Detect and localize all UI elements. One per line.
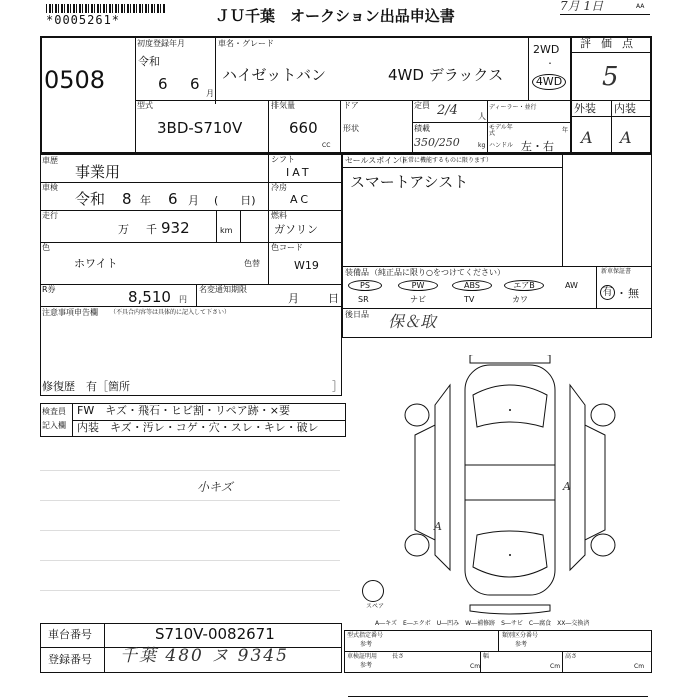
capacity-unit: 人 — [478, 112, 486, 121]
legend-fw: FW キズ・飛石・ヒビ割・リペア跡・×要 — [77, 404, 290, 417]
aircon-label: 冷房 — [271, 183, 287, 192]
fuel-label: 燃料 — [271, 211, 287, 220]
first-reg-label: 初度登録年月 — [137, 39, 185, 48]
inspection-year-unit: 年 — [140, 194, 151, 207]
length-unit: Cm — [470, 663, 481, 670]
rating-label: 評価点 — [580, 37, 643, 50]
deadline-label: 名変通知期限 — [199, 285, 247, 294]
reg-month-unit: 月 — [206, 89, 214, 98]
displacement-value: 660 — [289, 119, 318, 137]
equipment-label: 装備品 — [345, 268, 369, 277]
chassis-label: 車台番号 — [48, 628, 92, 641]
sales-point-label: セールスポイント — [345, 156, 409, 165]
sales-point-note: （正常に機能するものに限ります） — [396, 157, 493, 164]
plate-label: 登録番号 — [48, 653, 92, 666]
shape-label: 形状 — [343, 124, 359, 133]
displacement-label: 排気量 — [271, 101, 295, 110]
warranty-no: 無 — [628, 287, 639, 300]
cc-unit: CC — [322, 142, 331, 149]
barcode-serial: *0005261* — [46, 13, 121, 27]
deadline-month: 月 — [288, 292, 299, 305]
inspection-month: 6 — [168, 190, 178, 208]
class-ref: 参考 — [515, 641, 528, 648]
equip-navi: ナビ — [410, 295, 426, 304]
interior-label: 内装 — [614, 102, 636, 115]
exterior-score: A — [581, 128, 593, 147]
inspection-label: 車検 — [42, 183, 58, 192]
height-unit: Cm — [634, 663, 645, 670]
model-year-label: モデル年式 — [489, 124, 513, 137]
plate-number: 千葉 480 ヌ 9345 — [120, 646, 289, 666]
top-section-frame — [40, 36, 652, 154]
recycle-unit: 円 — [179, 295, 187, 304]
class-label: 類別区分番号 — [502, 632, 539, 639]
equip-abs: ABS — [452, 280, 492, 291]
form-title: ＪＵ千葉 オークション出品申込書 — [215, 7, 455, 25]
repair-close: ］ — [332, 380, 343, 393]
color-code-label: 色コード — [271, 243, 303, 252]
notes-label: 注意事項申告欄 — [42, 308, 98, 317]
damage-mark-rear: A — [563, 480, 571, 493]
sales-point-value: スマートアシスト — [350, 173, 469, 191]
inspection-month-unit: 月 — [188, 194, 199, 207]
damage-mark-front: A — [434, 520, 442, 533]
height-label: 高さ — [565, 653, 578, 660]
load-value: 350/250 — [414, 136, 460, 149]
history-label: 車歴 — [42, 156, 58, 165]
legend-interior: 内装 キズ・汚レ・コゲ・穴・スレ・キレ・破レ — [77, 421, 319, 434]
legend-entry: 記入欄 — [42, 421, 66, 430]
mileage-man: 万 — [118, 223, 129, 236]
date-handwritten: 7月 1日 — [560, 0, 604, 13]
drive-4wd-circled: 4WD — [532, 74, 566, 90]
deadline-day: 日 — [328, 292, 339, 305]
type-cert-label: 型式指定番号 — [347, 632, 384, 639]
width-unit: Cm — [550, 663, 561, 670]
inspection-day: ( 日) — [214, 194, 256, 207]
color-value: ホワイト — [74, 257, 118, 270]
chassis-number: S710V-0082671 — [155, 625, 275, 643]
history-value: 事業用 — [75, 163, 121, 181]
equip-tv: TV — [464, 295, 475, 304]
warranty-label: 新車保証書 — [601, 268, 632, 275]
fuel-value: ガソリン — [274, 223, 318, 236]
recycle-value: 8,510 — [128, 288, 171, 306]
lot-number: 0508 — [44, 66, 106, 94]
model-value: 3BD-S710V — [157, 119, 243, 137]
capacity-value: 2/4 — [437, 103, 458, 118]
reg-year: 6 — [158, 75, 168, 93]
vehicle-grade: 4WD デラックス — [388, 66, 504, 84]
repair-history: 修復歴 有［箇所 — [42, 380, 130, 393]
interior-score: A — [620, 128, 632, 147]
date-suffix: AA — [636, 3, 645, 10]
handwritten-note: 小キズ — [197, 480, 233, 494]
exterior-label: 外装 — [574, 102, 596, 115]
load-unit: kg — [478, 142, 486, 149]
inspection-year: 8 — [122, 190, 132, 208]
notes-instruction: （不具合内容等は具体的に記入して下さい） — [110, 309, 231, 316]
barcode — [46, 4, 166, 13]
load-label: 積載 — [414, 124, 430, 133]
door-label: ドア — [343, 101, 359, 110]
shift-value: IAT — [286, 166, 312, 179]
mileage-label: 走行 — [42, 211, 58, 220]
equip-sr: SR — [358, 295, 369, 304]
warranty-sep: ・ — [616, 287, 627, 300]
spare-label: スペア — [366, 603, 385, 610]
handle-label: ハンドル — [489, 142, 514, 149]
damage-codes: A―キズ E―エクボ U―凹み W―補修跡 S―サビ C―腐食 XX―交換済 — [375, 620, 590, 627]
cert-label: 車検証明用 — [347, 653, 378, 660]
equip-aw: AW — [565, 281, 578, 290]
length-label: 長さ — [392, 653, 405, 660]
drive-2wd: 2WD — [533, 43, 560, 56]
year-unit: 年 — [562, 127, 569, 134]
vehicle-name: ハイゼットバン — [222, 66, 326, 84]
mileage-sen: 千 — [146, 223, 157, 236]
repaint-label: 色替 — [244, 259, 260, 268]
recycle-label: R券 — [42, 285, 56, 294]
cert-ref: 参考 — [360, 662, 373, 669]
reg-era: 令和 — [138, 55, 160, 68]
handle-value: 左・右 — [521, 140, 554, 153]
reg-month: 6 — [190, 75, 200, 93]
shift-label: シフト — [271, 155, 295, 164]
color-label: 色 — [42, 243, 50, 252]
inspection-era: 令和 — [75, 190, 106, 208]
mileage-value: 932 — [161, 219, 190, 237]
warranty-yes-circled: 有 — [600, 285, 615, 300]
color-code: W19 — [294, 259, 319, 272]
equip-ps: PS — [348, 280, 382, 291]
type-cert-ref: 参考 — [360, 641, 373, 648]
width-label: 幅 — [483, 653, 490, 660]
dealer-label: ディーラー・並行 — [489, 104, 537, 111]
vehicle-name-label: 車名・グレード — [218, 39, 274, 48]
equipment-note: （純正品に限り○をつけてください） — [370, 268, 505, 277]
model-label: 型式 — [137, 101, 153, 110]
equip-airbag: エアB — [504, 280, 544, 291]
later-items-label: 後日品 — [345, 310, 369, 319]
later-items-value: 保＆取 — [388, 312, 437, 331]
car-damage-diagram — [395, 355, 625, 615]
aircon-value: AC — [290, 193, 312, 206]
equip-pw: PW — [398, 280, 438, 291]
spare-tire-icon — [362, 580, 384, 602]
equip-leather: カワ — [512, 295, 528, 304]
mileage-unit: km — [220, 226, 233, 235]
legend-inspector: 検査員 — [42, 407, 66, 416]
capacity-label: 定員 — [414, 101, 430, 110]
rating-score: 5 — [602, 62, 619, 92]
